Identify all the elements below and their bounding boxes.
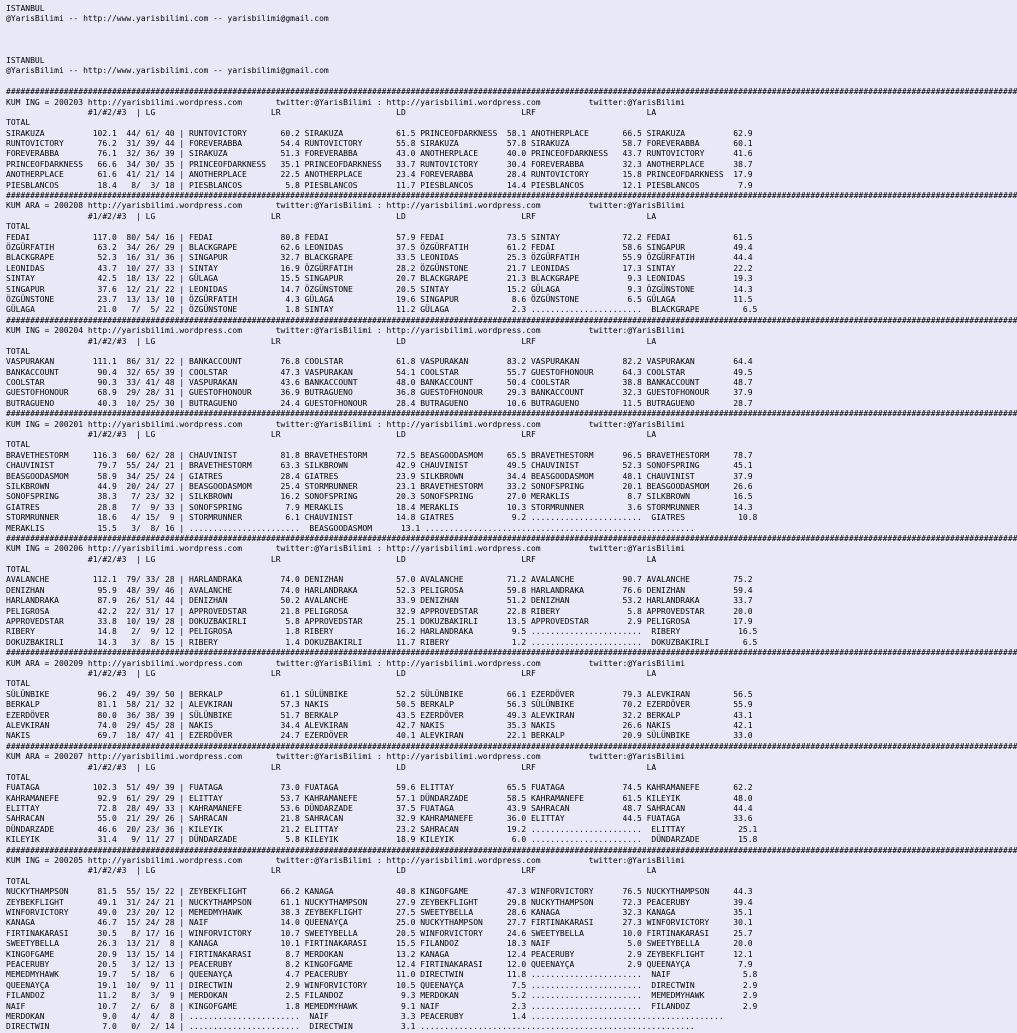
result-row: EZERDÖVER 80.0 36/ 38/ 39 | SÜLÜNBIKE 51.7 BERKALP 43.5 EZERDÖVER 49.3 ALEVKIRAN 32.2 BERKALP 43.1 [6, 710, 753, 720]
race-blocks [6, 87, 1017, 1033]
result-row: SAHRACAN 55.0 21/ 29/ 26 | SAHRACAN 21.8 SAHRACAN 32.9 KAHRAMANEFE 36.0 ELITTAY 44.5 FUATAGA 33.6 [6, 814, 753, 824]
result-row: BANKACCOUNT 90.4 32/ 65/ 39 | COOLSTAR 47.3 VASPURAKAN 54.1 COOLSTAR 55.7 GUESTOFHONOUR 64.3 COOLSTAR 49.5 [6, 367, 753, 377]
total-label: TOTAL [6, 346, 31, 356]
result-row: BEASGOODASMOM 58.9 34/ 25/ 24 | GIATRES 28.4 GIATRES 23.9 SILKBROWN 34.4 BEASGOODASMOM 48.1 CHAUVINIST 37.9 [6, 471, 753, 481]
column-header: #1/#2/#3 | LG LR LD LRF LA [6, 762, 657, 772]
separator-line: ################################################################################################################################################################################################################## [6, 845, 1017, 855]
result-row: KINGOFGAME 20.9 13/ 15/ 14 | FIRTINAKARASI 8.7 MERDOKAN 13.2 KANAGA 12.4 PEACERUBY 2.9 ZEYBEKFLIGHT 12.1 [6, 949, 753, 959]
race-block [6, 533, 1017, 648]
race-block [6, 648, 1017, 742]
result-row: FILANDOZ 11.2 8/ 3/ 9 | MERDOKAN 2.5 FILANDOZ 9.3 MERDOKAN 5.2 ....................... MEMEDMYHAWK 2.9 [6, 991, 758, 1001]
total-label: TOTAL [6, 772, 31, 782]
race-block [6, 315, 1017, 410]
race-title: KUM ING = 200205 http://yarisbilimi.wordpress.com twitter:@YarisBilimi : http://yarisbilimi.wordpress.com twitter:@YarisBilimi [6, 856, 686, 866]
result-row: BERKALP 81.1 58/ 21/ 32 | ALEVKIRAN 57.3 NAKIS 50.5 BERKALP 56.3 SÜLÜNBIKE 70.2 EZERDÖVER 55.9 [6, 700, 753, 710]
total-label: TOTAL [6, 565, 31, 575]
result-row: FEDAI 117.0 80/ 54/ 16 | FEDAI 80.8 FEDAI 57.9 FEDAI 73.5 SINTAY 72.2 FEDAI 61.5 [6, 232, 753, 242]
total-label: TOTAL [6, 222, 31, 232]
total-label: TOTAL [6, 679, 31, 689]
column-header: #1/#2/#3 | LG LR LD LRF LA [6, 669, 657, 678]
result-row: ALEVKIRAN 74.0 29/ 45/ 28 | NAKIS 34.4 ALEVKIRAN 42.7 NAKIS 35.3 NAKIS 26.6 NAKIS 42.1 [6, 720, 753, 730]
result-row: COOLSTAR 90.3 33/ 41/ 48 | VASPURAKAN 43.6 BANKACCOUNT 48.0 BANKACCOUNT 50.4 COOLSTAR 38.8 BANKACCOUNT 48.7 [6, 378, 753, 388]
result-row: DÜNDARZADE 46.6 20/ 23/ 36 | KILEYIK 21.2 ELITTAY 23.2 SAHRACAN 19.2 ....................... ELITTAY 25.1 [6, 824, 758, 834]
header-line: ISTANBUL [6, 4, 45, 13]
result-row: PELIGROSA 42.2 22/ 31/ 17 | APPROVEDSTAR 21.8 PELIGROSA 32.9 APPROVEDSTAR 22.8 RIBERY 5.8 APPROVEDSTAR 20.0 [6, 606, 753, 616]
result-row: SWEETYBELLA 26.3 13/ 21/ 8 | KANAGA 10.1 FIRTINAKARASI 15.5 FILANDOZ 18.3 NAIF 5.0 SWEETYBELLA 20.0 [6, 939, 753, 949]
result-row: GÜLAGA 21.0 7/ 5/ 22 | ÖZGÜNSTONE 1.8 SINTAY 11.2 GÜLAGA 2.3 ....................... BLACKGRAPE 6.5 [6, 305, 758, 315]
result-row: SIRAKUZA 102.1 44/ 61/ 40 | RUNTOVICTORY 60.2 SIRAKUZA 61.5 PRINCEOFDARKNESS 58.1 ANOTHERPLACE 66.5 SIRAKUZA 62.9 [6, 128, 753, 138]
header-line: @YarisBilimi -- http://www.yarisbilimi.com -- yarisbilimi@gmail.com [6, 66, 329, 76]
result-row: SONOFSPRING 38.3 7/ 23/ 32 | SILKBROWN 16.2 SONOFSPRING 20.3 SONOFSPRING 27.0 MERAKLIS 8.7 SILKBROWN 16.5 [6, 492, 753, 502]
result-row: LEONIDAS 43.7 10/ 27/ 33 | SINTAY 16.9 ÖZGÜRFATIH 28.2 ÖZGÜNSTONE 21.7 LEONIDAS 17.3 SINTAY 22.2 [6, 263, 753, 273]
result-row: FUATAGA 102.3 51/ 49/ 39 | FUATAGA 73.0 FUATAGA 59.6 ELITTAY 65.5 FUATAGA 74.5 KAHRAMANEFE 62.2 [6, 783, 753, 793]
race-title: KUM ARA = 200207 http://yarisbilimi.wordpress.com twitter:@YarisBilimi : http://yarisbilimi.wordpress.com twitter:@YarisBilimi [6, 752, 686, 762]
column-header: #1/#2/#3 | LG LR LD LRF LA [6, 336, 657, 346]
result-row: DENIZHAN 95.9 48/ 39/ 46 | AVALANCHE 74.0 HARLANDRAKA 52.3 PELIGROSA 59.8 HARLANDRAKA 76.6 DENIZHAN 59.4 [6, 585, 753, 595]
result-row: RIBERY 14.8 2/ 9/ 12 | PELIGROSA 1.8 RIBERY 16.2 HARLANDRAKA 9.5 ....................... RIBERY 16.5 [6, 627, 758, 637]
result-row: ANOTHERPLACE 61.6 41/ 21/ 14 | ANOTHERPLACE 22.5 ANOTHERPLACE 23.4 FOREVERABBA 28.4 RUNTOVICTORY 15.8 PRINCEOFDARKNESS 17.9 [6, 170, 753, 180]
separator-line: ################################################################################################################################################################################################################## [6, 648, 1017, 658]
result-row: FOREVERABBA 76.1 32/ 36/ 39 | SIRAKUZA 51.3 FOREVERABBA 43.0 ANOTHERPLACE 40.0 PRINCEOFDARKNESS 43.7 RUNTOVICTORY 41.6 [6, 149, 753, 159]
result-row: MERAKLIS 15.5 3/ 8/ 16 | ....................... BEASGOODASMOM 13.1 ........................................................ [6, 523, 695, 533]
result-row: SÜLÜNBIKE 96.2 49/ 39/ 50 | BERKALP 61.1 SÜLÜNBIKE 52.2 SÜLÜNBIKE 66.1 EZERDÖVER 79.3 ALEVKIRAN 56.5 [6, 689, 753, 699]
header-line [6, 46, 855, 56]
race-title: KUM ING = 200201 http://yarisbilimi.wordpress.com twitter:@YarisBilimi : http://yarisbilimi.wordpress.com twitter:@YarisBilimi [6, 419, 686, 429]
race-title: KUM ING = 200206 http://yarisbilimi.wordpress.com twitter:@YarisBilimi : http://yarisbilimi.wordpress.com twitter:@YarisBilimi [6, 544, 686, 554]
result-row: RUNTOVICTORY 76.2 31/ 39/ 44 | FOREVERABBA 54.4 RUNTOVICTORY 55.8 SIRAKUZA 57.8 SIRAKUZA 58.7 FOREVERABBA 60.1 [6, 139, 753, 149]
result-row: ELITTAY 72.8 28/ 49/ 33 | KAHRAMANEFE 53.6 DÜNDARZADE 37.5 FUATAGA 43.9 SAHRACAN 48.7 SAHRACAN 44.4 [6, 804, 753, 814]
result-row: BUTRAGUENO 40.3 10/ 25/ 30 | BUTRAGUENO 24.4 GUESTOFHONOUR 28.4 BUTRAGUENO 10.6 BUTRAGUENO 11.5 BUTRAGUENO 28.7 [6, 398, 753, 408]
result-row: CHAUVINIST 79.7 55/ 24/ 21 | BRAVETHESTORM 63.3 SILKBROWN 42.9 CHAUVINIST 49.5 CHAUVINIST 52.3 SONOFSPRING 45.1 [6, 461, 753, 471]
separator-line: ################################################################################################################################################################################################################## [6, 409, 1017, 419]
result-row: NAKIS 69.7 18/ 47/ 41 | EZERDÖVER 24.7 EZERDÖVER 40.1 ALEVKIRAN 22.1 BERKALP 20.9 SÜLÜNBIKE 33.0 [6, 731, 753, 741]
result-row: SINTAY 42.5 18/ 13/ 22 | GÜLAGA 15.5 SINGAPUR 20.7 BLACKGRAPE 21.3 BLACKGRAPE 9.3 LEONIDAS 19.3 [6, 274, 753, 284]
column-header: #1/#2/#3 | LG LR LD LRF LA [6, 554, 657, 564]
result-row: BLACKGRAPE 52.3 16/ 31/ 36 | SINGAPUR 32.7 BLACKGRAPE 33.5 LEONIDAS 25.3 ÖZGÜRFATIH 55.9 ÖZGÜRFATIH 44.4 [6, 253, 753, 263]
result-row: PRINCEOFDARKNESS 66.6 34/ 30/ 35 | PRINCEOFDARKNESS 35.1 PRINCEOFDARKNESS 33.7 RUNTOVICTORY 30.4 FOREVERABBA 32.3 ANOTHERPLACE 38.7 [6, 159, 753, 169]
result-row: KILEYIK 31.4 9/ 11/ 27 | DÜNDARZADE 5.8 KILEYIK 18.9 KILEYIK 6.0 ....................... DÜNDARZADE 15.8 [6, 835, 758, 845]
total-label: TOTAL [6, 440, 31, 450]
header-line: @YarisBilimi -- http://www.yarisbilimi.com -- yarisbilimi@gmail.com [6, 14, 329, 24]
total-label: TOTAL [6, 876, 31, 886]
result-row: HARLANDRAKA 87.9 26/ 51/ 44 | DENIZHAN 50.2 AVALANCHE 33.9 DENIZHAN 51.2 DENIZHAN 53.2 HARLANDRAKA 33.7 [6, 596, 753, 606]
total-label: TOTAL [6, 118, 31, 128]
result-row: KANAGA 46.7 15/ 24/ 28 | NAIF 14.0 QUEENAYÇA 25.0 NUCKYTHAMPSON 27.7 FIRTINAKARASI 27.3 WINFORVICTORY 30.1 [6, 918, 753, 928]
result-row: NAIF 10.7 2/ 6/ 8 | KINGOFGAME 1.8 MEMEDMYHAWK 9.1 NAIF 2.3 ....................... FILANDOZ 2.9 [6, 1001, 758, 1011]
race-title: KUM ING = 200204 http://yarisbilimi.wordpress.com twitter:@YarisBilimi : http://yarisbilimi.wordpress.com twitter:@YarisBilimi [6, 326, 686, 336]
result-row: SINGAPUR 37.6 12/ 21/ 22 | LEONIDAS 14.7 ÖZGÜNSTONE 20.5 SINTAY 15.2 GÜLAGA 9.3 ÖZGÜNSTONE 14.3 [6, 284, 753, 294]
result-row: BRAVETHESTORM 116.3 60/ 62/ 28 | CHAUVINIST 81.8 BRAVETHESTORM 72.5 BEASGOODASMOM 65.5 BRAVETHESTORM 96.5 BRAVETHESTORM 78.7 [6, 450, 753, 460]
column-header: #1/#2/#3 | LG LR LD LRF LA [6, 107, 657, 117]
separator-line: ################################################################################################################################################################################################################## [6, 741, 1017, 751]
header-line [6, 35, 855, 45]
result-row: PEACERUBY 20.5 3/ 12/ 13 | PEACERUBY 8.2 KINGOFGAME 12.4 FIRTINAKARASI 12.0 QUEENAYÇA 2.9 QUEENAYÇA 7.9 [6, 959, 753, 969]
header-line: ISTANBUL [6, 55, 45, 65]
result-row: DIRECTWIN 7.0 0/ 2/ 14 | ....................... DIRECTWIN 3.1 ......................................................... [6, 1022, 695, 1032]
result-row: ÖZGÜNSTONE 23.7 13/ 13/ 10 | ÖZGÜRFATIH 4.3 GÜLAGA 19.6 SINGAPUR 8.6 ÖZGÜNSTONE 6.5 GÜLAGA 11.5 [6, 294, 753, 304]
result-row: PIESBLANCOS 18.4 8/ 3/ 18 | PIESBLANCOS 5.8 PIESBLANCOS 11.7 PIESBLANCOS 14.4 PIESBLANCOS 12.1 PIESBLANCOS 7.9 [6, 180, 753, 190]
result-row: GIATRES 28.8 7/ 9/ 33 | SONOFSPRING 7.9 MERAKLIS 18.4 MERAKLIS 10.3 STORMRUNNER 3.6 STORMRUNNER 14.3 [6, 502, 753, 512]
race-block [6, 409, 1017, 534]
header-line [6, 25, 855, 35]
result-row: FIRTINAKARASI 30.5 8/ 17/ 16 | WINFORVICTORY 10.7 SWEETYBELLA 20.5 WINFORVICTORY 24.6 SWEETYBELLA 10.0 FIRTINAKARASI 25.7 [6, 928, 753, 938]
document-header [6, 4, 855, 87]
result-row: ZEYBEKFLIGHT 49.1 31/ 24/ 21 | NUCKYTHAMPSON 61.1 NUCKYTHAMPSON 27.9 ZEYBEKFLIGHT 29.8 NUCKYTHAMPSON 72.3 PEACERUBY 39.4 [6, 897, 753, 907]
separator-line: ################################################################################################################################################################################################################## [6, 87, 1017, 97]
column-header: #1/#2/#3 | LG LR LD LRF LA [6, 866, 657, 876]
race-block [6, 191, 1017, 316]
race-block [6, 87, 1017, 191]
result-row: DOKUZBAKIRLI 14.3 3/ 8/ 15 | RIBERY 1.4 DOKUZBAKIRLI 11.7 RIBERY 1.2 ....................... DOKUZBAKIRLI 6.5 [6, 637, 758, 647]
result-row: APPROVEDSTAR 33.8 10/ 19/ 28 | DOKUZBAKIRLI 5.8 APPROVEDSTAR 25.1 DOKUZBAKIRLI 13.5 APPROVEDSTAR 2.9 PELIGROSA 17.9 [6, 617, 753, 627]
result-row: SILKBROWN 44.9 20/ 24/ 27 | BEASGOODASMOM 25.4 STORMRUNNER 23.1 BRAVETHESTORM 33.2 SONOFSPRING 20.1 BEASGOODASMOM 26.6 [6, 481, 753, 491]
result-row: VASPURAKAN 111.1 86/ 31/ 22 | BANKACCOUNT 76.8 COOLSTAR 61.8 VASPURAKAN 83.2 VASPURAKAN 82.2 VASPURAKAN 64.4 [6, 357, 753, 367]
result-row: KAHRAMANEFE 92.9 61/ 29/ 29 | ELITTAY 53.7 KAHRAMANEFE 57.1 DÜNDARZADE 58.5 KAHRAMANEFE 61.5 KILEYIK 48.0 [6, 793, 753, 803]
separator-line: ################################################################################################################################################################################################################## [6, 315, 1017, 325]
separator-line: ################################################################################################################################################################################################################## [6, 533, 1017, 543]
result-row: MERDOKAN 9.0 4/ 4/ 8 | ....................... NAIF 3.3 PEACERUBY 1.4 ........................................ [6, 1011, 724, 1021]
race-title: KUM ARA = 200209 http://yarisbilimi.wordpress.com twitter:@YarisBilimi : http://yarisbilimi.wordpress.com twitter:@YarisBilimi [6, 658, 686, 668]
header-line [6, 77, 855, 87]
separator-line: ################################################################################################################################################################################################################## [6, 191, 1017, 201]
race-title: KUM ING = 200203 http://yarisbilimi.wordpress.com twitter:@YarisBilimi : http://yarisbilimi.wordpress.com twitter:@YarisBilimi [6, 97, 686, 107]
column-header: #1/#2/#3 | LG LR LD LRF LA [6, 211, 657, 221]
result-row: QUEENAYÇA 19.1 10/ 9/ 11 | DIRECTWIN 2.9 WINFORVICTORY 10.5 QUEENAYÇA 7.5 ....................... DIRECTWIN 2.9 [6, 980, 758, 990]
result-row: AVALANCHE 112.1 79/ 33/ 28 | HARLANDRAKA 74.0 DENIZHAN 57.0 AVALANCHE 71.2 AVALANCHE 90.7 AVALANCHE 75.2 [6, 575, 753, 585]
result-row: GUESTOFHONOUR 68.9 29/ 28/ 31 | GUESTOFHONOUR 36.9 BUTRAGUENO 36.8 GUESTOFHONOUR 29.3 BANKACCOUNT 32.3 GUESTOFHONOUR 37.9 [6, 388, 753, 398]
result-row: NUCKYTHAMPSON 81.5 55/ 15/ 22 | ZEYBEKFLIGHT 66.2 KANAGA 40.8 KINGOFGAME 47.3 WINFORVICTORY 76.5 NUCKYTHAMPSON 44.3 [6, 887, 753, 897]
race-block [6, 845, 1017, 1033]
race-title: KUM ARA = 200208 http://yarisbilimi.wordpress.com twitter:@YarisBilimi : http://yarisbilimi.wordpress.com twitter:@YarisBilimi [6, 201, 686, 211]
result-row: MEMEDMYHAWK 19.7 5/ 18/ 6 | QUEENAYÇA 4.7 PEACERUBY 11.0 DIRECTWIN 11.8 ....................... NAIF 5.8 [6, 970, 758, 980]
result-row: STORMRUNNER 18.6 4/ 15/ 9 | STORMRUNNER 6.1 CHAUVINIST 14.8 GIATRES 9.2 ....................... GIATRES 10.8 [6, 513, 758, 523]
result-row: WINFORVICTORY 49.0 23/ 20/ 12 | MEMEDMYHAWK 38.3 ZEYBEKFLIGHT 27.5 SWEETYBELLA 28.6 KANAGA 32.3 KANAGA 35.1 [6, 907, 753, 917]
column-header: #1/#2/#3 | LG LR LD LRF LA [6, 430, 657, 440]
result-row: ÖZGÜRFATIH 63.2 34/ 26/ 29 | BLACKGRAPE 62.6 LEONIDAS 37.5 ÖZGÜRFATIH 61.2 FEDAI 58.6 SINGAPUR 49.4 [6, 242, 753, 252]
race-block [6, 741, 1017, 846]
